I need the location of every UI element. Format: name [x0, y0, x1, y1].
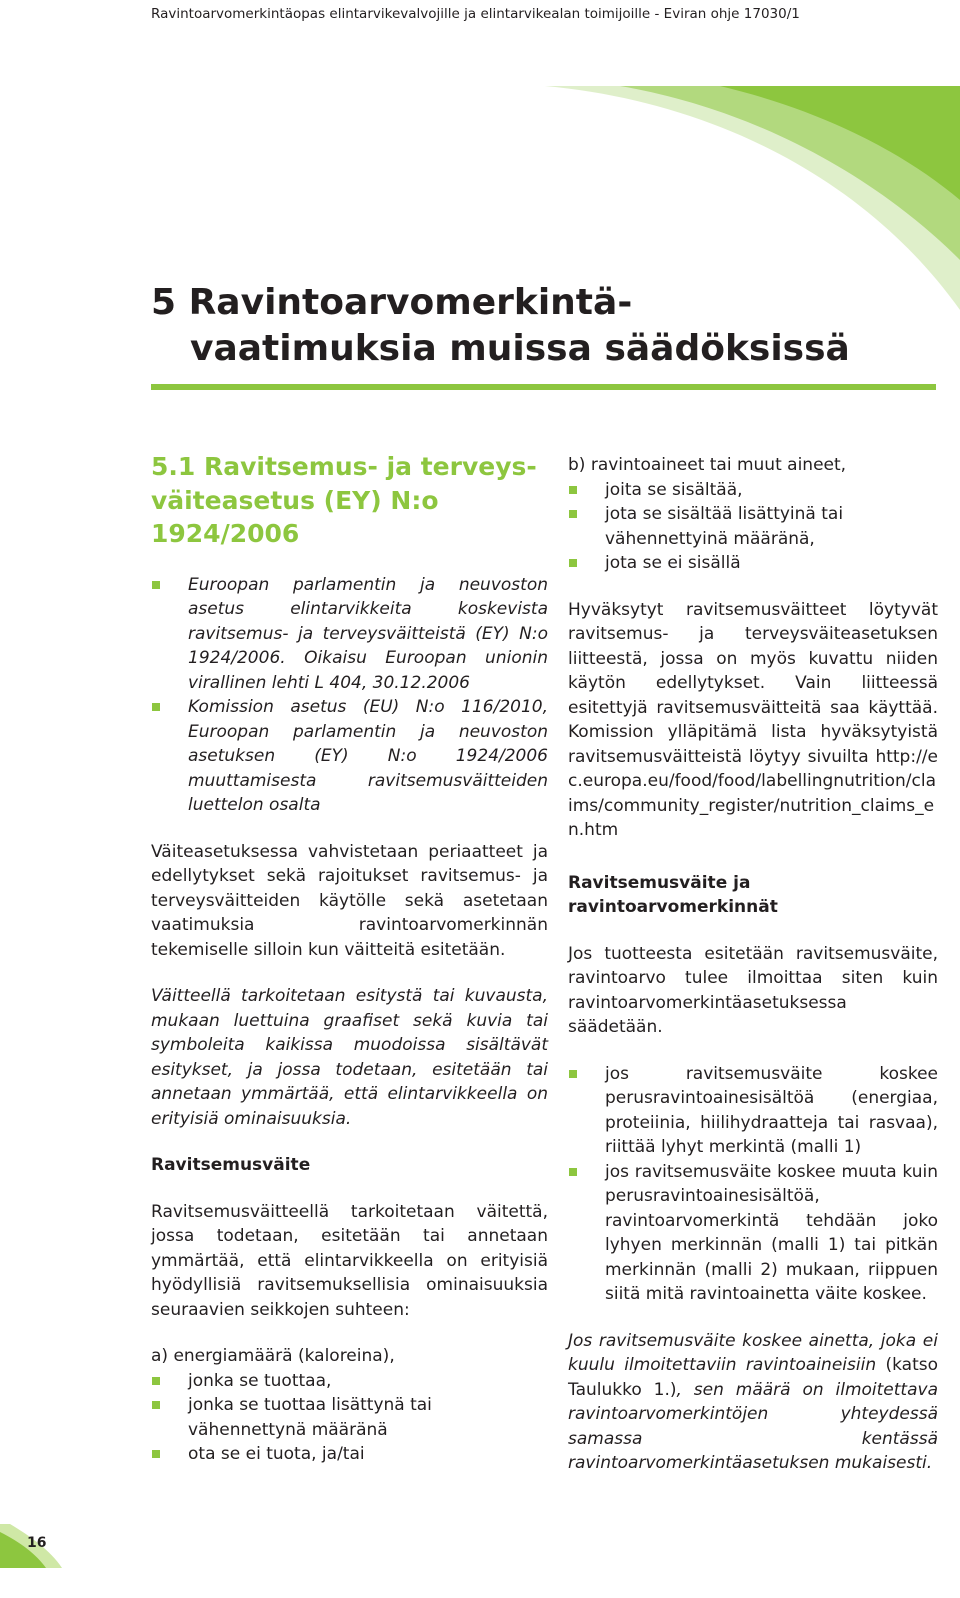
closing-text-1: Jos ravitsemusväite koskee ainetta, joka ei kuulu ilmoitettaviin ravintoaineisiin [568, 1330, 938, 1375]
heading-claims-and-labelling: Ravitsemusväite ja ravintoarvomerkinnät [568, 872, 778, 917]
section-title-line1: 5.1 Ravitsemus- ja terveys- [151, 452, 537, 481]
energy-list [151, 1369, 548, 1467]
approved-claims-paragraph [568, 598, 938, 843]
approved-claims-text: Hyväksytyt ravitsemusväitteet löytyvät ravitsemus- ja terveysväiteasetuksen liitteestä, jossa on myös kuvattu niiden käytön edellytykset. Vain liitteessä esitettyjä ravitsemusväitteitä saa käyttää. Komission ylläpitämä lista hyväksytyistä ravitsemusväitteistä löytyy sivuilta [568, 599, 938, 767]
labelling-item: jos ravitsemusväite koskee muuta kuin perusravintoainesisältöä, ravintoarvomerkintä tehdään joko lyhyen merkinnän (malli 1) tai pitkän merkinnän (malli 2) mukaan, riippuen siitä mitä ravintoainetta väite koskee. [568, 1160, 938, 1307]
running-header: Ravintoarvomerkintäopas elintarvikevalvojille ja elintarvikealan toimijoille - Eviran ohje 17030/1 [151, 6, 800, 22]
reference-item: Komission asetus (EU) N:o 116/2010, Euroopan parlamentin ja neuvoston asetuksen (EY) N:o 1924/2006 muuttamisesta ravitsemusväitteiden luettelon osalta [151, 695, 548, 818]
energy-intro: a) energiamäärä (kaloreina), [151, 1346, 395, 1366]
chapter-title-line1: 5 Ravintoarvomerkintä- [151, 282, 633, 323]
chapter-title-rule [151, 384, 936, 390]
nutrient-intro: b) ravintoaineet tai muut aineet, [568, 455, 847, 475]
closing-paragraph [568, 1329, 938, 1476]
heading-ravitsemusvaite: Ravitsemusväite [151, 1155, 311, 1175]
nutrient-list [568, 478, 938, 576]
claims-register-link[interactable]: http://ec.europa.eu/food/food/labellingnutrition/claims/community_register/nutrition_claims_en.htm [568, 746, 938, 840]
energy-item: ota se ei tuota, ja/tai [151, 1442, 548, 1467]
section-title-line2: väiteasetus (EY) N:o [151, 485, 439, 515]
chapter-title [151, 280, 871, 372]
section-title-line3: 1924/2006 [151, 519, 300, 548]
reference-item: Euroopan parlamentin ja neuvoston asetus elintarvikkeita koskevista ravitsemus- ja terveysväitteistä (EY) N:o 1924/2006. Oikaisu Euroopan unionin virallinen lehti L 404, 30.12.2006 [151, 573, 548, 696]
definition-paragraph: Väitteellä tarkoitetaan esitystä tai kuvausta, mukaan luettuina graafiset sekä kuvia tai symboleita kaikissa muodoissa sisältävät esitykset, ja jossa todetaan, esitetään tai annetaan ymmärtää, että elintarvikkeella on erityisiä ominaisuuksia. [151, 986, 548, 1129]
legislation-reference-list [151, 573, 548, 818]
table-reference: (katso Taulukko 1.) [568, 1355, 938, 1400]
nutrient-item: joita se sisältää, [568, 478, 938, 503]
labelling-list [568, 1062, 938, 1307]
left-column [151, 450, 548, 1467]
nutrient-item: jota se ei sisällä [568, 551, 938, 576]
nutrient-item: jota se sisältää lisättyinä tai vähennettyinä määränä, [568, 502, 938, 551]
claim-paragraph: Ravitsemusväitteellä tarkoitetaan väitettä, jossa todetaan, esitetään tai annetaan ymmärtää, että elintarvikkeella on erityisiä hyödyllisiä ravitsemuksellisia ominaisuuksia seuraavien seikkojen suhteen: [151, 1201, 548, 1320]
closing-text-2: , sen määrä on ilmoitettava ravintoarvomerkintöjen yhteydessä samassa kentässä ravintoarvomerkintäasetuksen mukaisesti. [568, 1379, 938, 1473]
intro-paragraph: Väiteasetuksessa vahvistetaan periaatteet ja edellytykset sekä rajoitukset ravitsemus- ja terveysväitteiden käytölle sekä asetetaan vaatimuksia ravintoarvomerkinnän tekemiselle silloin kun väitteitä esitetään. [151, 841, 548, 960]
right-column [568, 453, 938, 1476]
energy-item: jonka se tuottaa lisättynä tai vähennettynä määränä [151, 1393, 548, 1442]
chapter-title-line2: vaatimuksia muissa säädöksissä [190, 328, 850, 369]
energy-item: jonka se tuottaa, [151, 1369, 548, 1394]
section-title [151, 450, 548, 551]
page-number: 16 [27, 1535, 47, 1551]
labelling-item: jos ravitsemusväite koskee perusravintoainesisältöä (energiaa, proteiinia, hiilihydraatteja tai rasvaa), riittää lyhyt merkintä (malli 1) [568, 1062, 938, 1160]
labelling-paragraph: Jos tuotteesta esitetään ravitsemusväite, ravintoarvo tulee ilmoittaa siten kuin ravintoarvomerkintäasetuksessa säädetään. [568, 943, 938, 1037]
